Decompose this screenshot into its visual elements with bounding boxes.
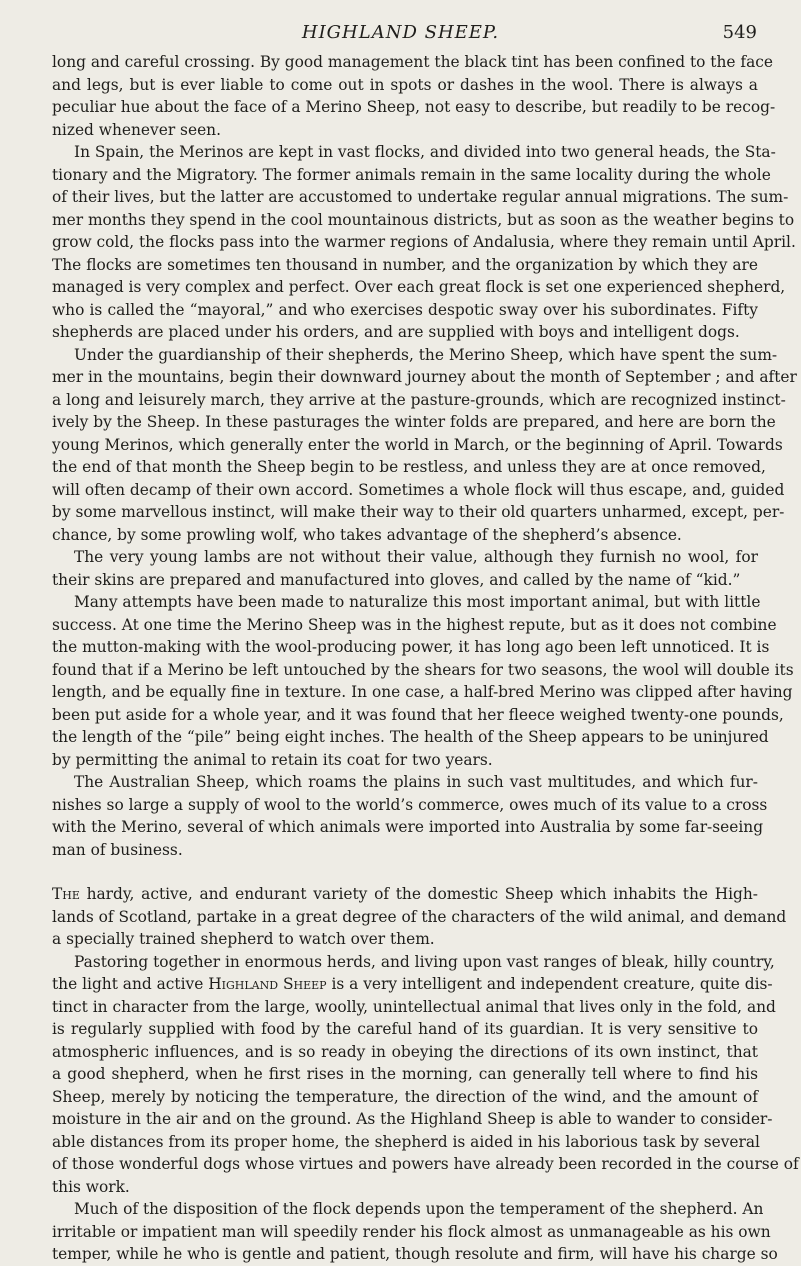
text-line: Sheep, merely by noticing the temperature, the direction of the wind, and the amount of [52, 1087, 758, 1106]
text-line: a long and leisurely march, they arrive at the pasture-grounds, which are recognized instinct- [52, 390, 786, 409]
text-line: and legs, but is ever liable to come out in spots or dashes in the wool. There is always a [52, 75, 758, 94]
text-line: a good shepherd, when he first rises in the morning, can generally tell where to find his [52, 1065, 758, 1083]
text-line: temper, while he who is gentle and patient, though resolute and firm, will have his charge so [52, 1245, 778, 1263]
text-line: will often decamp of their own accord. Sometimes a whole flock will thus escape, and, guided [52, 480, 785, 499]
text-line: The flocks are sometimes ten thousand in number, and the organization by which they are [52, 255, 758, 274]
text-line: The very young lambs are not without their value, although they furnish no wool, for [74, 548, 758, 566]
text-line: success. At one time the Merino Sheep was in the highest repute, but as it does not combine [52, 615, 777, 634]
text-line: the end of that month the Sheep begin to be restless, and unless they are at once removed, [52, 458, 766, 476]
text-line: length, and be equally fine in texture. In one case, a half-bred Merino was clipped after having [52, 683, 793, 701]
text-line: by permitting the animal to retain its coat for two years. [52, 750, 493, 769]
text-line: Many attempts have been made to naturalize this most important animal, but with little [74, 593, 761, 611]
small-caps-term: Highland Sheep [208, 975, 327, 993]
text-line: In Spain, the Merinos are kept in vast flocks, and divided into two general heads, the Sta- [74, 143, 776, 161]
text-line: irritable or impatient man will speedily render his flock almost as unmanageable as his own [52, 1222, 771, 1241]
text-line: nized whenever seen. [52, 120, 221, 139]
text-line: Pastoring together in enormous herds, and living upon vast ranges of bleak, hilly country, [74, 952, 775, 971]
text-line: by some marvellous instinct, will make their way to their old quarters unharmed, except, per- [52, 503, 785, 521]
text-line: tionary and the Migratory. The former animals remain in the same locality during the whole [52, 165, 771, 184]
text-line: able distances from its proper home, the shepherd is aided in his laborious task by several [52, 1132, 760, 1151]
text-line: who is called the “mayoral,” and who exercises despotic sway over his subordinates. Fifty [52, 300, 758, 319]
text-line: of their lives, but the latter are accustomed to undertake regular annual migrations. The sum- [52, 188, 789, 206]
text-line: is regularly supplied with food by the careful hand of its guardian. It is very sensitive to [52, 1020, 758, 1038]
text-line: mer months they spend in the cool mountainous districts, but as soon as the weather begins to [52, 210, 795, 229]
text-line: mer in the mountains, begin their downward journey about the month of September ; and after [52, 368, 797, 386]
text-line: found that if a Merino be left untouched by the shears for two seasons, the wool will double its [52, 660, 794, 679]
text-line: been put aside for a whole year, and it was found that her fleece weighed twenty-one pounds, [52, 705, 784, 724]
text-line: shepherds are placed under his orders, and are supplied with boys and intelligent dogs. [52, 323, 740, 341]
text-line: The Australian Sheep, which roams the plains in such vast multitudes, and which fur- [74, 773, 758, 791]
text-line: a specially trained shepherd to watch over them. [52, 930, 435, 948]
text-line: the mutton-making with the wool-producing power, it has long ago been left unnoticed. It is [52, 638, 770, 656]
page-number: 549 [722, 22, 757, 43]
text-line: moisture in the air and on the ground. As the Highland Sheep is able to wander to consider- [52, 1110, 773, 1128]
body-text [52, 51, 799, 1266]
text-line: peculiar hue about the face of a Merino Sheep, not easy to describe, but readily to be recog- [52, 98, 776, 116]
text-line: their skins are prepared and manufactured into gloves, and called by the name of “kid.” [52, 570, 741, 589]
text-line: this work. [52, 1177, 130, 1196]
text-line: Much of the disposition of the flock depends upon the temperament of the shepherd. An [74, 1200, 764, 1218]
text-line: nishes so large a supply of wool to the world’s commerce, owes much of its value to a cross [52, 795, 768, 814]
small-caps-lead: The [52, 885, 80, 903]
text-line: young Merinos, which generally enter the world in March, or the beginning of April. Towards [52, 435, 783, 454]
text-line: long and careful crossing. By good management the black tint has been confined to the face [52, 53, 774, 71]
text-line: the light and active Highland Sheep is a very intelligent and independent creature, quite dis- [52, 975, 773, 993]
text-line: with the Merino, several of which animals were imported into Australia by some far-seeing [52, 818, 764, 836]
text-line: atmospheric influences, and is so ready in obeying the directions of its own instinct, that [52, 1042, 758, 1061]
text-line: of those wonderful dogs whose virtues and powers have already been recorded in the course of [52, 1155, 799, 1173]
text-line: lands of Scotland, partake in a great degree of the characters of the wild animal, and demand [52, 907, 787, 926]
page-header [0, 20, 801, 50]
text-line: The hardy, active, and endurant variety of the domestic Sheep which inhabits the High- [52, 885, 758, 903]
text-line: Under the guardianship of their shepherds, the Merino Sheep, which have spent the sum- [74, 345, 778, 364]
text-line: grow cold, the flocks pass into the warmer regions of Andalusia, where they remain until April. [52, 233, 796, 251]
text-line: tinct in character from the large, woolly, unintellectual animal that lives only in the fold, and [52, 997, 776, 1016]
text-line: managed is very complex and perfect. Over each great flock is set one experienced shepherd, [52, 278, 786, 296]
running-title: HIGHLAND SHEEP. [301, 22, 500, 43]
text-line: man of business. [52, 840, 183, 859]
text-line: chance, by some prowling wolf, who takes advantage of the shepherd’s absence. [52, 525, 682, 544]
section-gap [52, 861, 758, 883]
text-line: ively by the Sheep. In these pasturages the winter folds are prepared, and here are born the [52, 413, 776, 431]
text-line: the length of the “pile” being eight inches. The health of the Sheep appears to be uninjured [52, 728, 769, 746]
